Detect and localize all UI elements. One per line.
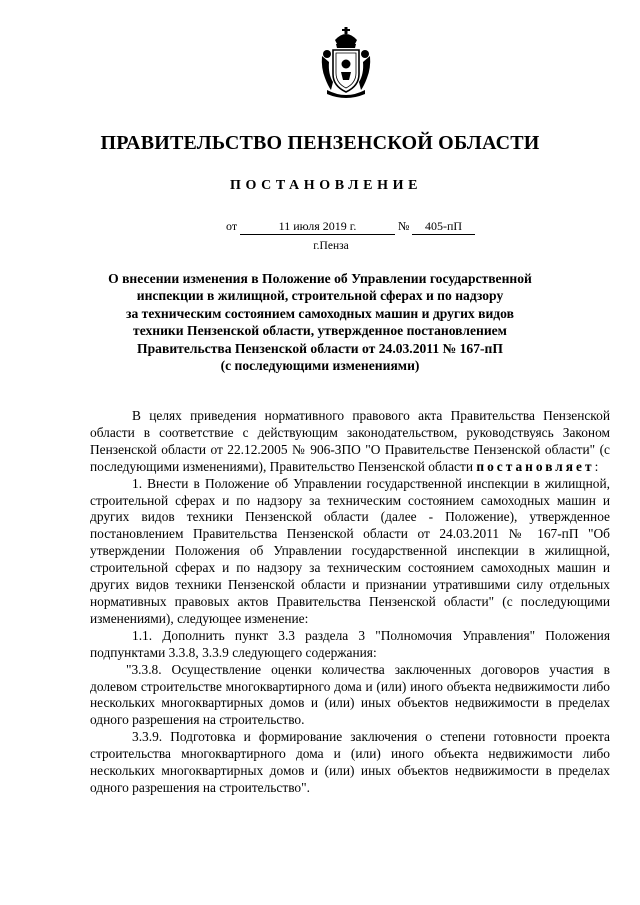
document-number: 405-пП (412, 219, 475, 235)
subject-line: инспекции в жилищной, строительной сферах и по надзору (136, 288, 504, 304)
document-date: 11 июля 2019 г. (240, 219, 395, 235)
document-body (90, 408, 610, 797)
document-subject (40, 270, 600, 374)
preamble-text: В целях приведения нормативного правового акта Правительства Пензенской области в соответствие с действующим законодательством, руководствуясь Законом Пензенской области от 22.12.2005 № 906-ЗПО "О Правительстве Пензенской области" (с последующими изменениями), Правительство Пензенской области (90, 408, 610, 474)
subject-line: О внесении изменения в Положение об Управлении государственной (108, 271, 532, 286)
subject-line: за техническим состоянием самоходных машин и других видов (126, 305, 514, 321)
number-prefix: № (398, 219, 410, 233)
date-prefix: от (226, 219, 238, 233)
item-3-3-8: "3.3.8. Осуществление оценки количества заключенных договоров участия в долевом строительстве многоквартирного дома и (или) иного объекта недвижимости либо нескольких многоквартирных домов и (или) иных объектов недвижимости в пределах одного разрешения на строительство. (90, 661, 610, 728)
date-number-line (0, 219, 640, 237)
item-1: 1. Внести в Положение об Управлении государственной инспекции в жилищной, строительной сферах и по надзору за техническим состоянием самоходных машин и других видов техники Пензенской области (далее - Положение), утвержденное постановлением Правительства Пензенской области от 24.03.2011 № 167-пП "Об утверждении Положения об Управлении государственной инспекции в жилищной, строительной сферах и по надзору за техническим состоянием самоходных машин и других видов техники Пензенской области и признании утратившими силу отдельных нормативных правовых актов Правительства Пензенской области" (с последующими изменениями), следующее изменение: (90, 475, 610, 626)
city: г.Пенза (313, 240, 349, 252)
preamble-paragraph (90, 408, 610, 476)
subject-line: (с последующими изменениями) (220, 358, 420, 374)
subject-line: техники Пензенской области, утвержденное постановлением (133, 323, 507, 339)
resolves-punct: : (594, 458, 599, 474)
government-title: ПРАВИТЕЛЬСТВО ПЕНЗЕНСКОЙ ОБЛАСТИ (100, 132, 540, 154)
item-3-3-9: 3.3.9. Подготовка и формирование заключения о степени готовности проекта строительства многоквартирного дома и (или) иного объекта недвижимости либо нескольких многоквартирных домов и (или) иных объектов недвижимости в пределах одного разрешения на строительство". (90, 729, 610, 795)
item-1-1: 1.1. Дополнить пункт 3.3 раздела 3 "Полномочия Управления" Положения подпунктами 3.3.8, 3.3.9 следующего содержания: (90, 627, 610, 660)
document-type: ПОСТАНОВЛЕНИЕ (229, 178, 423, 193)
resolves-word: постановляет (476, 458, 595, 474)
coat-of-arms-icon (319, 26, 373, 98)
subject-line: Правительства Пензенской области от 24.03.2011 № 167-пП (137, 340, 503, 356)
